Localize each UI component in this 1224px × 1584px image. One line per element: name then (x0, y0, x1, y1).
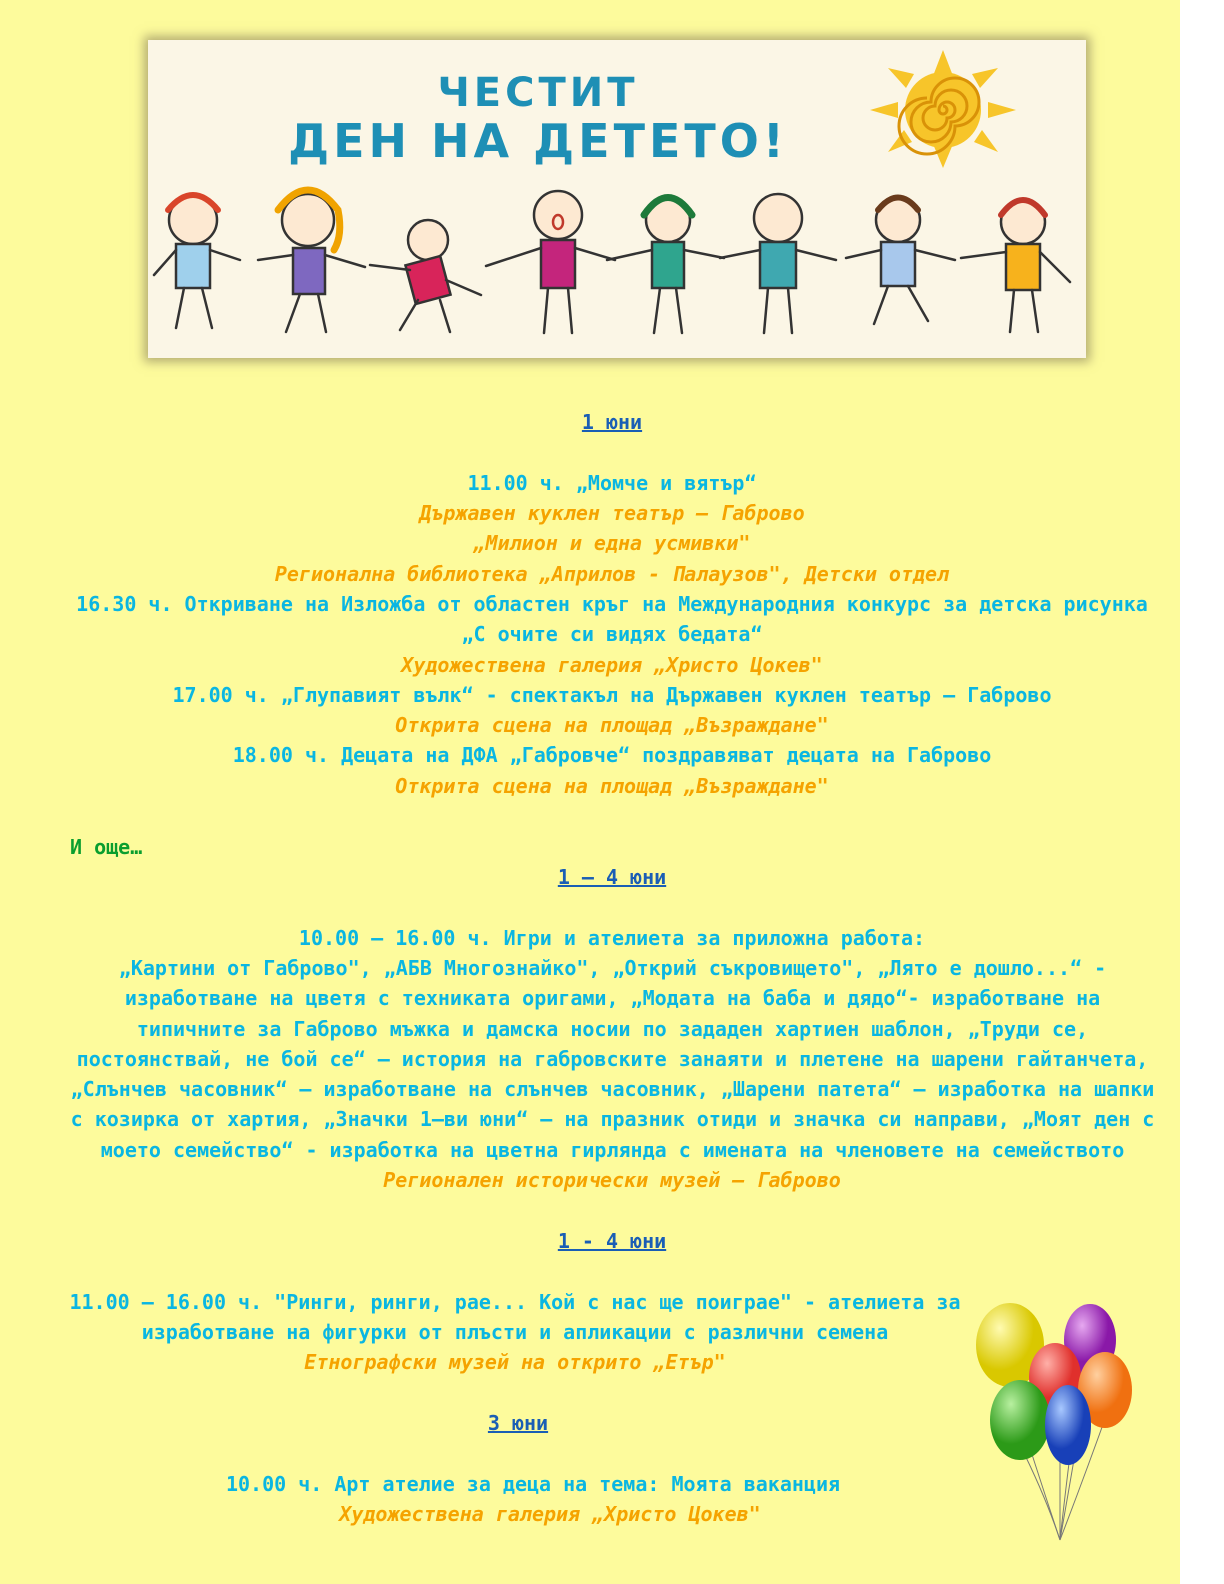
event-line: 11.00 ч. „Момче и вятър“ (467, 471, 757, 495)
venue-line: Регионален исторически музей – Габрово (383, 1168, 841, 1192)
event-line: „С очите си видях бедата“ (461, 622, 763, 646)
banner-title-line2: ДЕН НА ДЕТЕТО! (288, 114, 788, 168)
section-heading-june-3: 3 юни (487, 1411, 549, 1435)
banner-title-line1: ЧЕСТИТ (437, 70, 639, 116)
section-heading-june-1-4-b: 1 - 4 юни (557, 1229, 667, 1253)
event-line: 11.00 – 16.00 ч. "Ринги, ринги, рае... Кой с нас ще поиграе" - ателиета за (69, 1290, 961, 1314)
event-line: 17.00 ч. „Глупавият вълк“ - спектакъл на Държавен куклен театър – Габрово (172, 683, 1052, 707)
balloons-icon (965, 1295, 1145, 1545)
and-more-label: И още… (70, 835, 143, 859)
event-line: 16.30 ч. Откриване на Изложба от областен кръг на Международния конкурс за детска рисунка (76, 592, 1148, 616)
children-illustration (148, 180, 1086, 350)
section-heading-june-1-4: 1 – 4 юни (557, 865, 667, 889)
venue-line: Етнографски музей на открито „Етър" (304, 1350, 726, 1374)
section-heading-june-1: 1 юни (581, 410, 643, 434)
banner-image (148, 40, 1086, 358)
venue-line: Открита сцена на площад „Възраждане" (395, 774, 829, 798)
event-line: 10.00 – 16.00 ч. Игри и ателиета за приложна работа: (298, 926, 926, 950)
event-line: изработване на фигурки от плъсти и апликации с различни семена (141, 1320, 889, 1344)
event-line: 10.00 ч. Арт ателие за деца на тема: Моята ваканция (225, 1472, 841, 1496)
venue-line: Художествена галерия „Христо Цокев" (401, 653, 823, 677)
event-line: „Милион и една усмивки" (473, 531, 751, 555)
event-line: 18.00 ч. Децата на ДФА „Габровче“ поздравяват децата на Габрово (232, 743, 992, 767)
venue-line: Държавен куклен театър – Габрово (419, 501, 805, 525)
sun-icon (868, 48, 1018, 168)
workshops-paragraph: „Картини от Габрово", „АБВ Многознайко", „Открий съкровището", „Лято е дошло...“ - изработване на цветя с техниката оригами, „Модата на баба и дядо“- изработване на типичните за Габрово мъжка и дамска носии по зададен хартиен шаблон, „Труди се, постоянствай, не бой се“ – история на габровските занаяти и плетене на шарени гайтанчета, „Слънчев часовник“ – изработване на слънчев часовник, „Шарени патета“ – изработка на шапки с козирка от хартия, „Значки 1–ви юни“ – на празник отиди и значка си направи, „Моят ден с моето семейство“ - изработка на цветна гирлянда с имената на членовете на семейството (70, 956, 1155, 1162)
venue-line: Открита сцена на площад „Възраждане" (395, 713, 829, 737)
venue-line: Регионална библиотека „Априлов - Палаузов", Детски отдел (274, 562, 950, 586)
venue-line: Художествена галерия „Христо Цокев" (339, 1502, 761, 1526)
